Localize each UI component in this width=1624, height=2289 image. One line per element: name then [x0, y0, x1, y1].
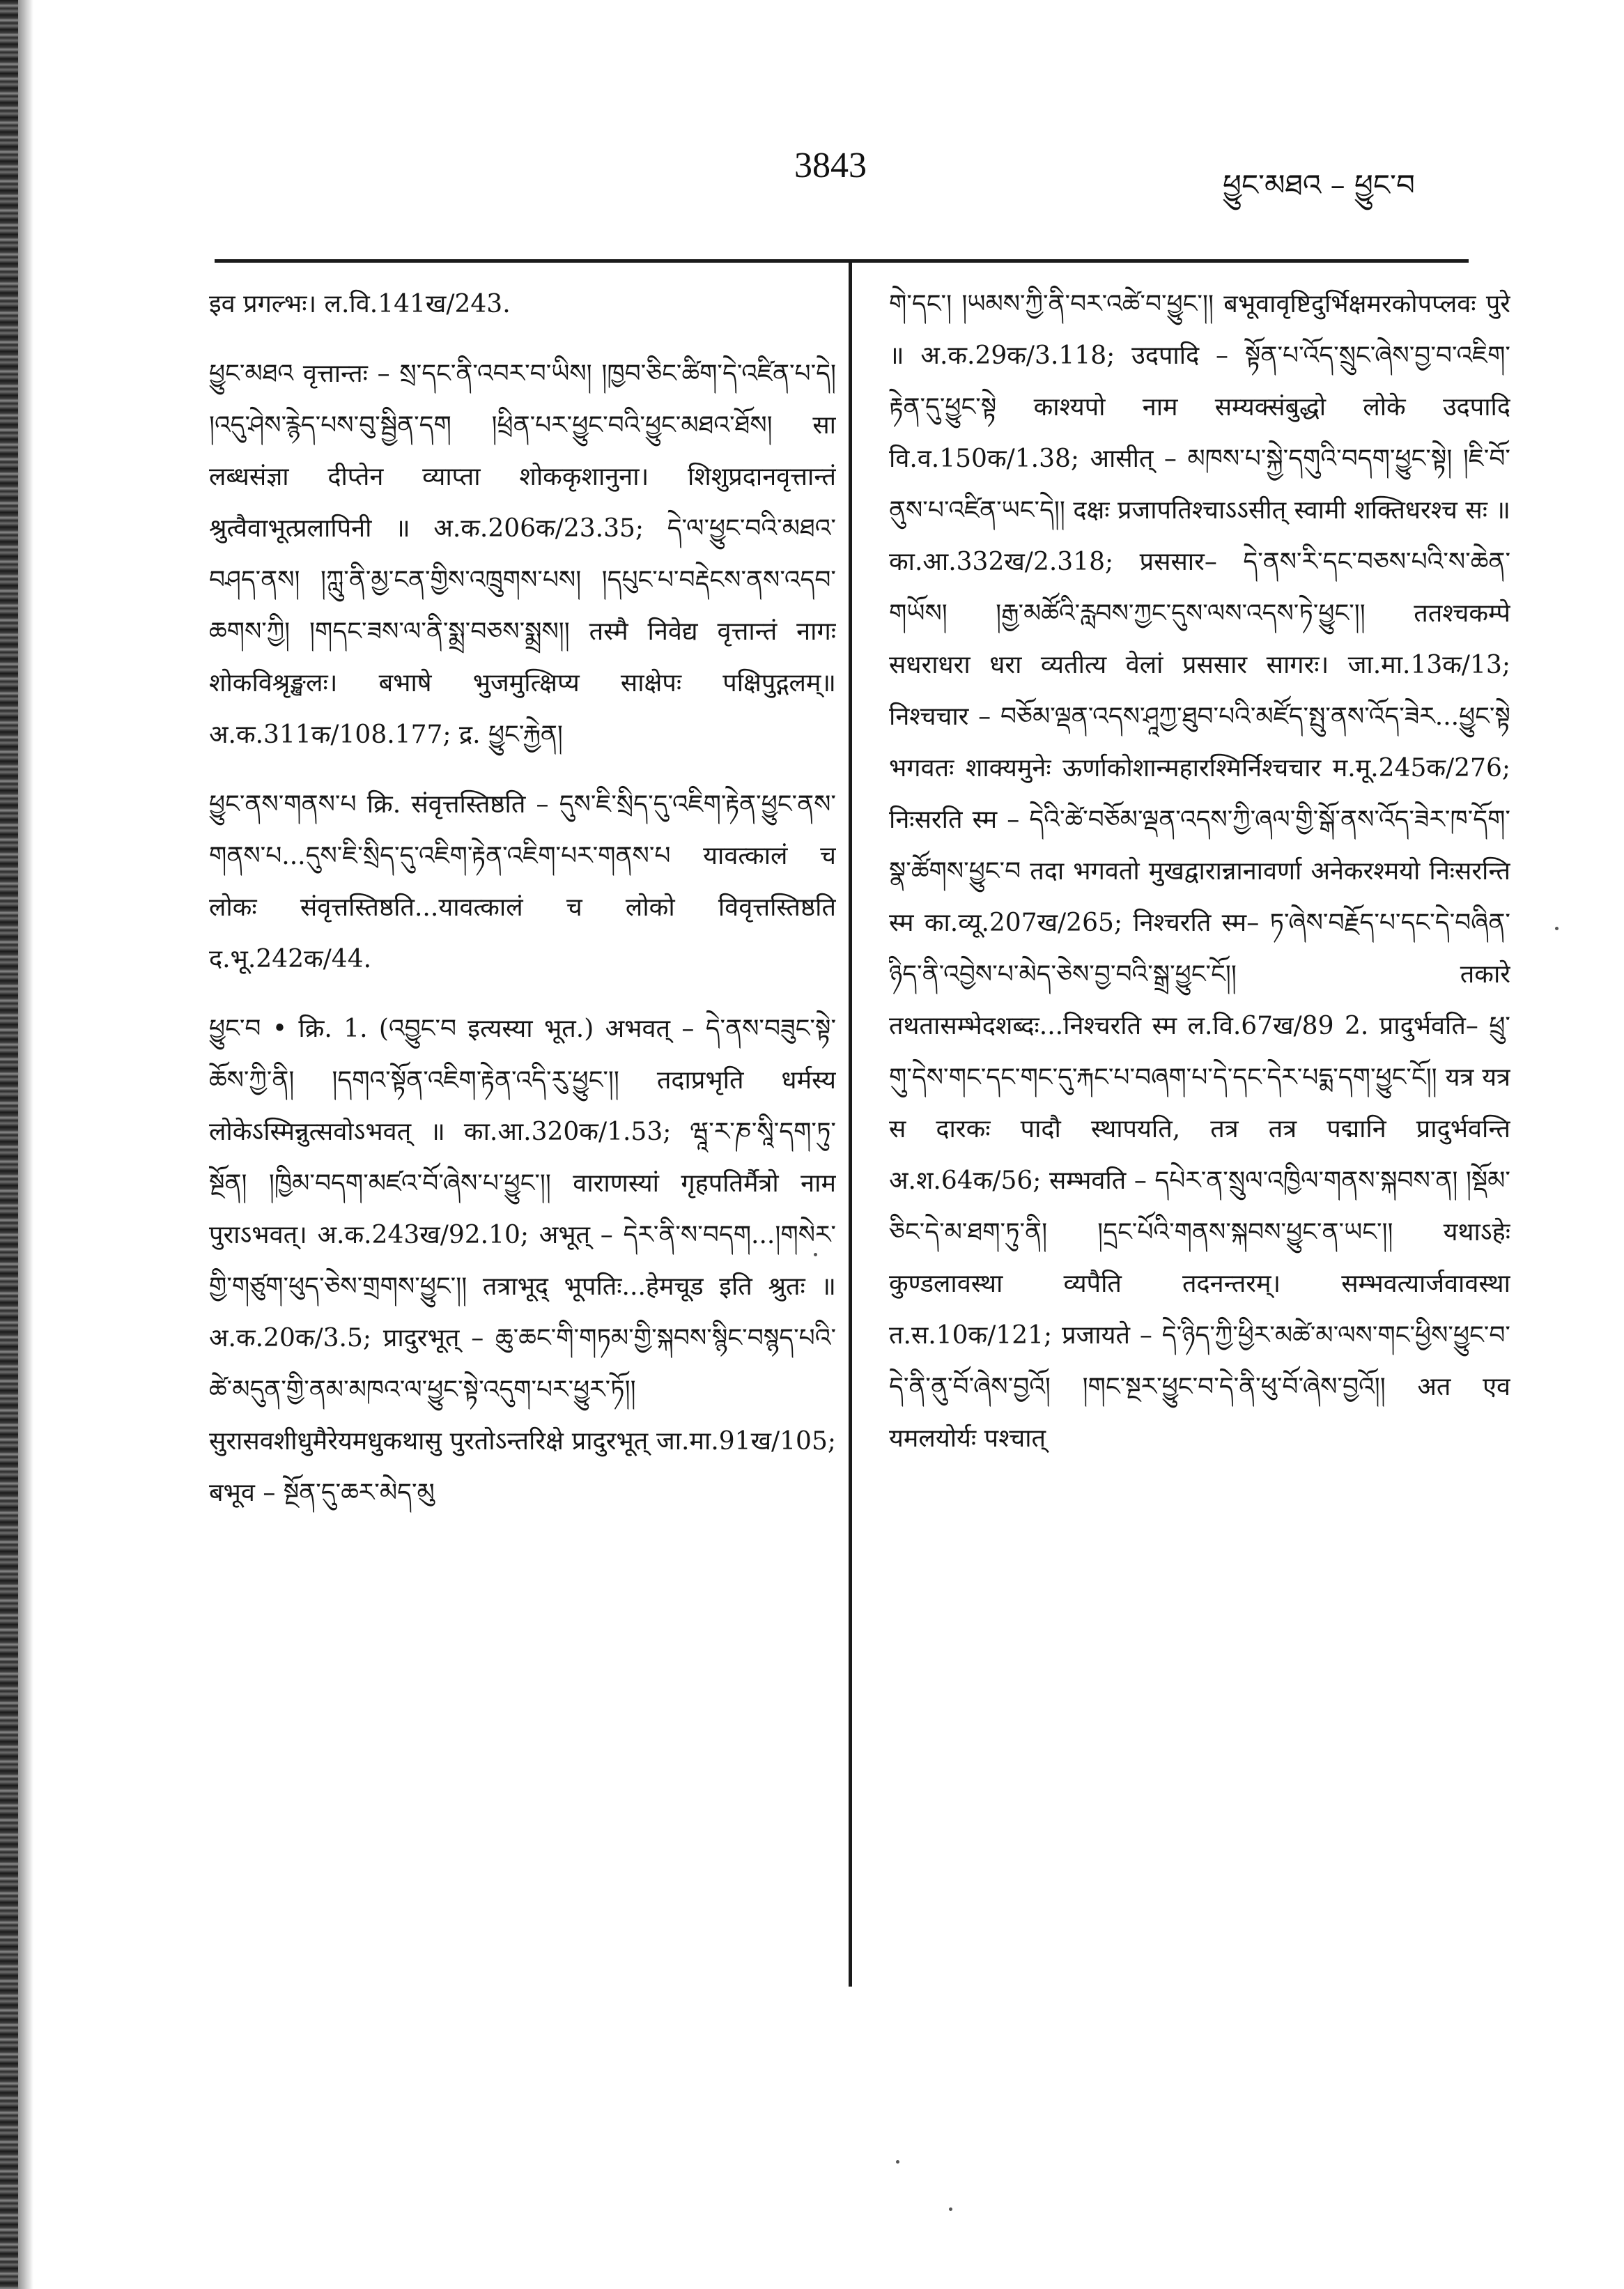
header-rule: [215, 259, 1469, 263]
scan-speck: [949, 2207, 952, 2211]
left-column: [209, 279, 836, 1993]
scan-speck: [896, 2160, 899, 2164]
page-number: 3843: [794, 146, 867, 185]
right-column: [889, 279, 1510, 1993]
dictionary-entry: ཕྱུང་ནས་གནས་པ क्रि. संवृत्तस्तिष्ठति – དུས་ཇི་སྲིད་དུ་འཇིག་རྟེན་ཕྱུང་ནས་གནས་པ...དུས་ཇི་སྲིད་དུ་འཇིག་རྟེན་འཇིག་པར་གནས་པ यावत्कालं च लोकः संवृत्तस्तिष्ठति...यावत्कालं च लोको विवृत्तस्तिष्ठति द.भू.242क/44.: [209, 790, 836, 973]
binding-shadow: [18, 0, 33, 2289]
running-head: ཕྱུང་མཐའ – ཕྱུང་བ: [1223, 168, 1415, 202]
scan-speck: [814, 1253, 817, 1256]
book-binding-edge: [0, 0, 18, 2289]
dictionary-entry: ཕྱུང་བ • क्रि. 1. (འབྱུང་བ इत्यस्या भूत.) अभवत् – དེ་ནས་བཟུང་སྟེ་ཆོས་ཀྱི་ནི། །དགའ་སྟོན་འཇིག་རྟེན་འདི་རུ་ཕྱུང་།། तदाप्रभृति धर्मस्य लोकेऽस्मिन्नुत्सवोऽभवत् ॥ का.आ.320क/1.53; ཝཱ་ར་ཎ་སཱི་དག་ཏུ་སྔོན། །ཁྱིམ་བདག་མཛའ་བོ་ཞེས་པ་ཕྱུང་།། वाराणस्यां गृहपतिर्मैत्रो नाम पुराऽभवत्। अ.क.243ख/92.10; अभूत् – དེར་ནི་ས་བདག...།གསེར་གྱི་གཙུག་ཕུད་ཅེས་གྲགས་ཕྱུང་།། तत्राभूद् भूपतिः...हेमचूड इति श्रुतः ॥ अ.क.20क/3.5; प्रादुरभूत् – ཆུ་ཆང་གི་གཏམ་གྱི་སྐབས་སྙིང་བསྙད་པའི་ཚེ་མདུན་གྱི་ནམ་མཁའ་ལ་ཕྱུང་སྟེ་འདུག་པར་ཕྱུར་ཏོ།། सुरासवशीधुमैरेयमधुकथासु पुरतोऽन्तरिक्षे प्रादुरभूत् जा.मा.91ख/105; बभूव – སྔོན་དུ་ཆར་མེད་མུ: [209, 1015, 836, 1507]
entry-continuation: इव प्रगल्भः। ल.वि.141ख/243.: [209, 290, 511, 318]
column-divider: [849, 262, 852, 1987]
dictionary-entry: ཕྱུང་མཐའ वृत्तान्तः – སྲ་དང་ནི་འབར་བ་ཡིས། །ཁྱབ་ཅིང་ཚིག་དེ་འཛིན་པ་དེ། །འདུ་ཤེས་རྙེད་པས་བུ་སྦྱིན་དག །ཕྲིན་པར་ཕྱུང་བའི་ཕྱུང་མཐའ་ཐོས། सा लब्धसंज्ञा दीप्तेन व्याप्ता शोककृशानुना। शिशुप्रदानवृत्तान्तं श्रुत्वैवाभूत्प्रलापिनी ॥ अ.क.206क/23.35; དེ་ལ་ཕྱུང་བའི་མཐའ་བཤད་ནས། །ཀླུ་ནི་མྱ་ངན་གྱིས་འཁྲུགས་པས། །དཔུང་པ་བརྡེངས་ནས་འདབ་ཆགས་ཀྱི། །གདང་ཟས་ལ་ནི་སྨྲ་བཅས་སྨྲས།། तस्मै निवेद्य वृत्तान्तं नागः शोकविश्रृङ्खलः। बभाषे भुजमुत्क्षिप्य साक्षेपः पक्षिपुद्गलम्॥ अ.क.311क/108.177; द्र. ཕྱུང་རྐྱེན།: [209, 360, 836, 749]
scan-speck: [1555, 927, 1559, 930]
entry-continuation: གེ་དང་། །ཡམས་ཀྱི་ནི་བར་འཚེ་བ་ཕྱུང་།། बभूवावृष्टिदुर्भिक्षमरकोपप्लवः पुरे ॥ अ.क.29क/3.118; उदपादि – སྟོན་པ་འོད་སྲུང་ཞེས་བྱ་བ་འཇིག་རྟེན་དུ་ཕྱུང་སྟེ काश्यपो नाम सम्यक्संबुद्धो लोके उदपादि वि.व.150क/1.38; आसीत् – མཁས་པ་སྐྱེ་དགུའི་བདག་ཕྱུང་སྟེ། །ཇི་བོ་ནུས་པ་འཛིན་ཡང་དེ།། दक्षः प्रजापतिश्चाऽऽसीत् स्वामी शक्तिधरश्च सः ॥ का.आ.332ख/2.318; प्रससार– དེ་ནས་རི་དང་བཅས་པའི་ས་ཆེན་གཡོས། །རྒྱ་མཚོའི་རླབས་ཀྱང་དུས་ལས་འདས་ཏེ་ཕྱུང་།། ततश्चकम्पे सधराधरा धरा व्यतीत्य वेलां प्रससार सागरः। जा.मा.13क/13; निश्चचार – བཅོམ་ལྡན་འདས་ཤཱཀྱ་ཐུབ་པའི་མཛོད་སྤུ་ནས་འོད་ཟེར...ཕྱུང་སྟེ भगवतः शाक्यमुनेः ऊर्णाकोशान्महारश्मिर्निश्चचार म.मू.245क/276; निःसरति स्म – དེའི་ཚེ་བཅོམ་ལྡན་འདས་ཀྱི་ཞལ་གྱི་སྒོ་ནས་འོད་ཟེར་ཁ་དོག་སྣ་ཚོགས་ཕྱུང་བ तदा भगवतो मुखद्वारान्नानावर्णा अनेकरश्मयो निःसरन्ति स्म का.व्यू.207ख/265; निश्चरति स्म– ཏ་ཞེས་བརྗོད་པ་དང་དེ་བཞིན་ཉིད་ནི་འབྱེས་པ་མེད་ཅེས་བྱ་བའི་སྒྲ་ཕྱུང་ངོ།། तकारे तथतासम्भेदशब्दः...निश्चरति स्म ल.वि.67ख/89 2. प्रादुर्भवति– ཕྲུ་གུ་དེས་གང་དང་གང་དུ་རྐང་པ་བཞག་པ་དེ་དང་དེར་པདྨ་དག་ཕྱུང་ངོ།། यत्र यत्र स दारकः पादौ स्थापयति, तत्र तत्र पद्मानि प्रादुर्भवन्ति अ.श.64क/56; सम्भवति – དཔེར་ན་སྲུལ་འཁྱིལ་གནས་སྐབས་ན། །སྡོམ་ཅིང་དེ་མ་ཐག་ཏུ་ནི། །དྲང་པོའི་གནས་སྐབས་ཕྱུང་ན་ཡང་།། यथाऽहेः कुण्डलावस्था व्यपैति तदनन्तरम्। सम्भवत्यार्जवावस्था त.स.10क/121; प्रजायते – དེ་ཉིད་ཀྱི་ཕྱིར་མཚེ་མ་ལས་གང་ཕྱིས་ཕྱུང་བ་དེ་ནི་ནུ་བོ་ཞེས་བྱའོ། །གང་སྔར་ཕྱུང་བ་དེ་ནི་ཕུ་བོ་ཞེས་བྱའོ།། अत एव यमलयोर्यः पश्चात्: [889, 290, 1510, 1453]
